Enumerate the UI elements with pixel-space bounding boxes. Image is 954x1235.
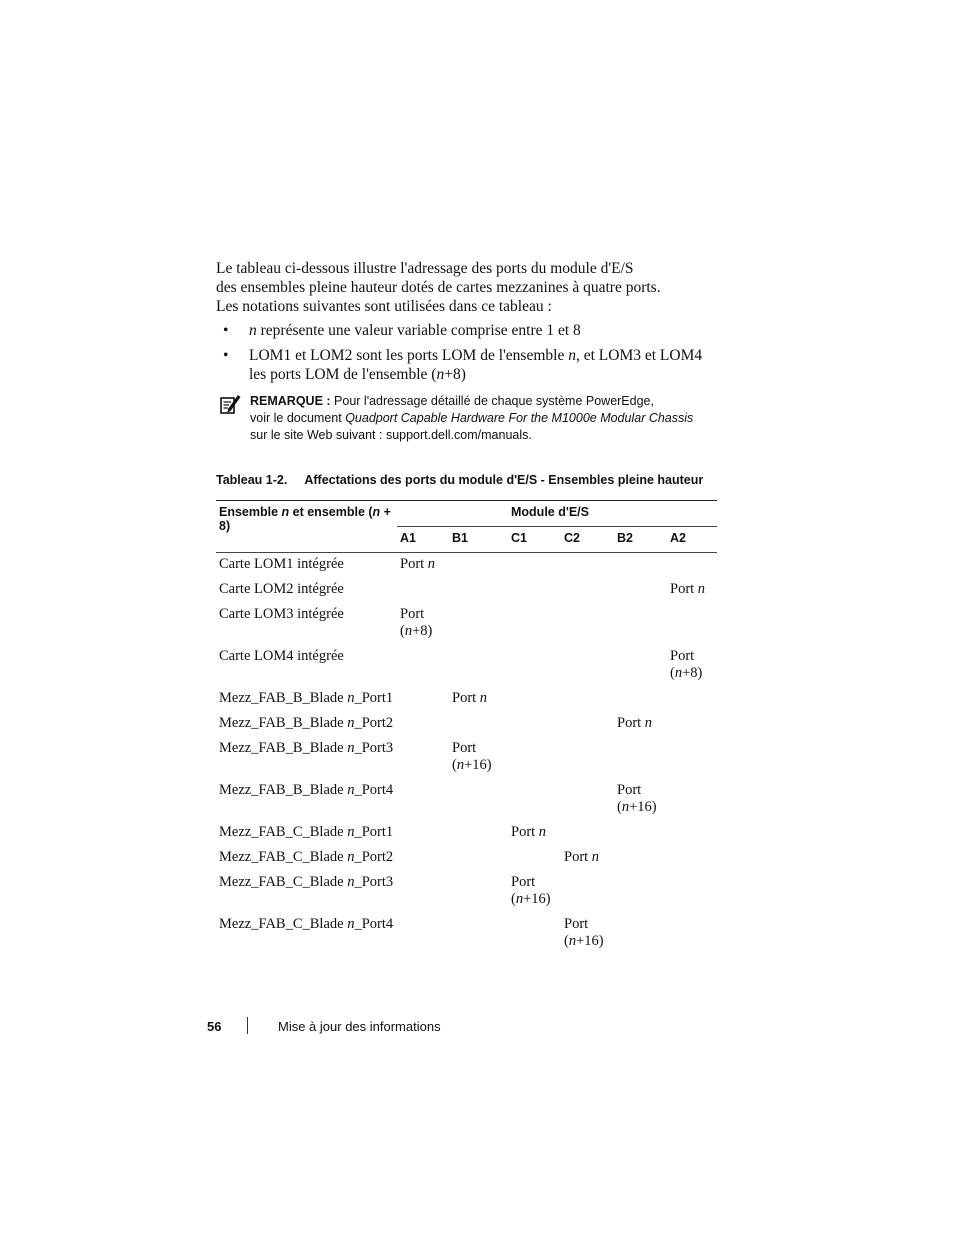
column-header-b1: B1 <box>449 527 508 553</box>
page-number: 56 <box>207 1019 222 1034</box>
row-label-text: Mezz_FAB_B_Blade <box>219 715 348 731</box>
variable-n: n <box>347 782 355 798</box>
cell-a1 <box>397 846 449 871</box>
cell-c1 <box>508 687 561 712</box>
variable-n: n <box>347 874 355 890</box>
cell-b1 <box>449 645 508 687</box>
cell-b2 <box>614 913 667 955</box>
row-label <box>216 553 397 579</box>
variable-n: n <box>347 824 355 840</box>
bullet-text-body: représente une valeur variable comprise entre 1 et 8 <box>256 322 581 339</box>
row-label-text: Mezz_FAB_B_Blade <box>219 782 348 798</box>
bullet-text-part: , et LOM3 et LOM4 <box>575 347 703 364</box>
port-suffix: +16) <box>629 799 657 815</box>
cell-c2 <box>561 603 614 645</box>
variable-n: n <box>674 665 683 681</box>
cell-c2 <box>561 821 614 846</box>
row-label <box>216 578 397 603</box>
intro-line-3: Les notations suivantes sont utilisées dans ce tableau : <box>216 298 552 315</box>
cell-a2 <box>667 821 717 846</box>
variable-n: n <box>568 347 576 364</box>
note-line-3 <box>250 427 720 444</box>
note-text: . <box>528 428 532 442</box>
row-label-text: _Port3 <box>354 740 394 756</box>
row-label <box>216 779 397 821</box>
variable-n: n <box>644 715 653 731</box>
bullet-text-part: les ports LOM de l'ensemble ( <box>249 366 437 383</box>
cell-b1 <box>449 871 508 913</box>
cell-c2 <box>561 737 614 779</box>
cell-c2 <box>561 687 614 712</box>
table-row <box>216 553 717 579</box>
bullet-item-n <box>216 321 736 340</box>
cell-c1 <box>508 737 561 779</box>
port-cell-b1: Port (n+16) <box>452 740 492 773</box>
table-row <box>216 687 717 712</box>
row-label-text: _Port4 <box>354 916 394 932</box>
port-cell-b2: Port (n+16) <box>617 782 657 815</box>
row-label-text: Carte LOM1 intégrée <box>219 556 344 572</box>
cell-b1 <box>449 846 508 871</box>
table-row <box>216 821 717 846</box>
row-label <box>216 821 397 846</box>
port-cell-b2 <box>614 712 667 737</box>
cell-b2 <box>614 846 667 871</box>
cell-b1 <box>449 913 508 955</box>
header-spacer <box>397 501 449 527</box>
row-label <box>216 712 397 737</box>
note-label: REMARQUE : <box>250 394 331 408</box>
variable-n: n <box>697 581 706 597</box>
row-label-text: Carte LOM3 intégrée <box>219 606 344 622</box>
bullet-icon: • <box>223 347 229 364</box>
row-label <box>216 737 397 779</box>
cell-c1 <box>508 603 561 645</box>
port-text: Port <box>670 648 695 664</box>
variable-n: n <box>479 690 488 706</box>
cell-b2 <box>614 687 667 712</box>
cell-b1 <box>449 553 508 579</box>
cell-c1 <box>508 553 561 579</box>
table-row <box>216 846 717 871</box>
cell-a2 <box>667 913 717 955</box>
row-label <box>216 846 397 871</box>
bullet-text <box>249 321 736 340</box>
cell-c2 <box>561 871 614 913</box>
row-label-text: _Port4 <box>354 782 394 798</box>
table-caption <box>216 473 703 487</box>
support-url: support.dell.com/manuals <box>385 428 529 442</box>
cell-c2 <box>561 779 614 821</box>
footer-title: Mise à jour des informations <box>278 1019 441 1034</box>
cell-a2 <box>667 553 717 579</box>
bullet-icon: • <box>223 322 229 339</box>
cell-a2 <box>667 737 717 779</box>
intro-line-1: Le tableau ci-dessous illustre l'adressage des ports du module d'E/S <box>216 260 634 277</box>
row-label-text: _Port2 <box>354 715 394 731</box>
row-label <box>216 913 397 955</box>
row-label-text: Carte LOM4 intégrée <box>219 648 344 664</box>
column-header-a2: A2 <box>667 527 717 553</box>
note-text: Pour l'adressage détaillé de chaque système PowerEdge, <box>330 394 654 408</box>
column-header-a1: A1 <box>397 527 449 553</box>
cell-b2 <box>614 578 667 603</box>
cell-c1 <box>508 712 561 737</box>
cell-b2 <box>614 603 667 645</box>
variable-n: n <box>249 322 257 339</box>
cell-b1 <box>449 578 508 603</box>
port-text: Port <box>617 782 642 798</box>
port-cell-a1: Port (n+8) <box>400 606 433 639</box>
header-text: Ensemble <box>219 505 282 519</box>
cell-a2 <box>667 871 717 913</box>
row-label <box>216 603 397 645</box>
port-text: Port <box>400 556 428 572</box>
port-text: Port <box>511 874 536 890</box>
note-line-1 <box>250 393 720 410</box>
row-label-text: _Port1 <box>354 824 394 840</box>
cell-c1 <box>508 779 561 821</box>
row-label-text: _Port2 <box>354 849 394 865</box>
cell-a1 <box>397 871 449 913</box>
variable-n: n <box>515 891 524 907</box>
header-spacer <box>449 501 508 527</box>
port-cell-c1 <box>508 821 561 846</box>
header-text: et ensemble ( <box>289 505 373 519</box>
variable-n: n <box>568 933 577 949</box>
variable-n: n <box>372 505 381 519</box>
table-row <box>216 913 717 955</box>
pencil-note-icon <box>219 393 241 415</box>
port-suffix: +16) <box>523 891 551 907</box>
note-block <box>250 393 720 444</box>
variable-n: n <box>347 849 355 865</box>
cell-b2 <box>614 553 667 579</box>
port-cell-c1: Port (n+16) <box>511 874 551 907</box>
cell-c1 <box>508 913 561 955</box>
cell-b2 <box>614 737 667 779</box>
header-module-es: Module d'E/S <box>508 501 717 527</box>
port-text: Port <box>452 740 477 756</box>
variable-n: n <box>436 366 445 383</box>
variable-n: n <box>456 757 465 773</box>
port-cell-a2 <box>667 578 717 603</box>
cell-c1 <box>508 578 561 603</box>
table-row <box>216 737 717 779</box>
port-text: Port <box>670 581 698 597</box>
port-text: Port <box>400 606 425 622</box>
row-label-text: Mezz_FAB_C_Blade <box>219 916 348 932</box>
cell-c2 <box>561 712 614 737</box>
cell-a1 <box>397 687 449 712</box>
row-label-text: Mezz_FAB_C_Blade <box>219 849 348 865</box>
row-label-text: Mezz_FAB_C_Blade <box>219 824 348 840</box>
cell-a1 <box>397 712 449 737</box>
bullet-text-part: LOM1 et LOM2 sont les ports LOM de l'ensemble <box>249 347 569 364</box>
variable-n: n <box>538 824 547 840</box>
cell-a1 <box>397 913 449 955</box>
table-row <box>216 578 717 603</box>
table-row <box>216 603 717 645</box>
cell-b2 <box>614 821 667 846</box>
row-label <box>216 871 397 913</box>
port-suffix: +8) <box>412 623 433 639</box>
column-header-c2: C2 <box>561 527 614 553</box>
row-label <box>216 687 397 712</box>
table-row <box>216 712 717 737</box>
row-label-text: Carte LOM2 intégrée <box>219 581 344 597</box>
bullet-item-lom <box>216 346 736 384</box>
port-cell-c2 <box>561 846 614 871</box>
notation-list <box>216 321 736 390</box>
bullet-text-part: +8) <box>444 366 466 383</box>
cell-a1 <box>397 779 449 821</box>
port-text: Port <box>564 849 592 865</box>
note-line-2 <box>250 410 720 427</box>
variable-n: n <box>347 916 355 932</box>
column-header-b2: B2 <box>614 527 667 553</box>
row-label-text: _Port1 <box>354 690 394 706</box>
cell-b1 <box>449 821 508 846</box>
intro-line-2: des ensembles pleine hauteur dotés de cartes mezzanines à quatre ports. <box>216 279 661 296</box>
footer-separator <box>247 1017 248 1034</box>
row-label-text: Mezz_FAB_B_Blade <box>219 690 348 706</box>
header-text: + 8) <box>219 505 391 533</box>
variable-n: n <box>404 623 413 639</box>
cell-c2 <box>561 553 614 579</box>
variable-n: n <box>347 715 355 731</box>
cell-a2 <box>667 687 717 712</box>
table-header-row <box>216 501 717 527</box>
header-ensemble <box>216 501 397 553</box>
port-assignment-table <box>216 500 717 955</box>
cell-b1 <box>449 712 508 737</box>
port-cell-a1 <box>397 553 449 579</box>
port-text: Port <box>564 916 589 932</box>
table-number: Tableau 1-2. <box>216 473 288 487</box>
table-row <box>216 779 717 821</box>
cell-a1 <box>397 645 449 687</box>
cell-a1 <box>397 578 449 603</box>
port-text: Port <box>511 824 539 840</box>
document-title: Quadport Capable Hardware For the M1000e Modular Chassis <box>345 411 694 425</box>
row-label-text: Mezz_FAB_C_Blade <box>219 874 348 890</box>
cell-a1 <box>397 821 449 846</box>
variable-n: n <box>621 799 630 815</box>
port-suffix: +8) <box>682 665 703 681</box>
port-suffix: +16) <box>464 757 492 773</box>
cell-a2 <box>667 603 717 645</box>
cell-a1 <box>397 737 449 779</box>
table-body <box>216 553 717 956</box>
port-suffix: +16) <box>576 933 604 949</box>
note-text: sur le site Web suivant : <box>250 428 386 442</box>
cell-c1 <box>508 645 561 687</box>
note-text: voir le document <box>250 411 346 425</box>
cell-a2 <box>667 779 717 821</box>
cell-c2 <box>561 578 614 603</box>
port-cell-c2: Port (n+16) <box>564 916 604 949</box>
port-cell-a2: Port (n+8) <box>670 648 703 681</box>
cell-a2 <box>667 846 717 871</box>
cell-b2 <box>614 645 667 687</box>
variable-n: n <box>347 740 355 756</box>
table-title: Affectations des ports du module d'E/S - Ensembles pleine hauteur <box>304 473 704 487</box>
bullet-text-line-1 <box>249 346 736 365</box>
port-text: Port <box>452 690 480 706</box>
cell-b1 <box>449 779 508 821</box>
table-row <box>216 871 717 913</box>
variable-n: n <box>591 849 600 865</box>
row-label-text: Mezz_FAB_B_Blade <box>219 740 348 756</box>
variable-n: n <box>281 505 290 519</box>
row-label <box>216 645 397 687</box>
table-row <box>216 645 717 687</box>
variable-n: n <box>427 556 436 572</box>
cell-b1 <box>449 603 508 645</box>
cell-c2 <box>561 645 614 687</box>
variable-n: n <box>347 690 355 706</box>
port-text: Port <box>617 715 645 731</box>
cell-c1 <box>508 846 561 871</box>
cell-a2 <box>667 712 717 737</box>
intro-paragraph <box>216 259 736 316</box>
port-cell-b1 <box>449 687 508 712</box>
row-label-text: _Port3 <box>354 874 394 890</box>
cell-b2 <box>614 871 667 913</box>
bullet-text-line-2 <box>249 365 736 384</box>
column-header-c1: C1 <box>508 527 561 553</box>
